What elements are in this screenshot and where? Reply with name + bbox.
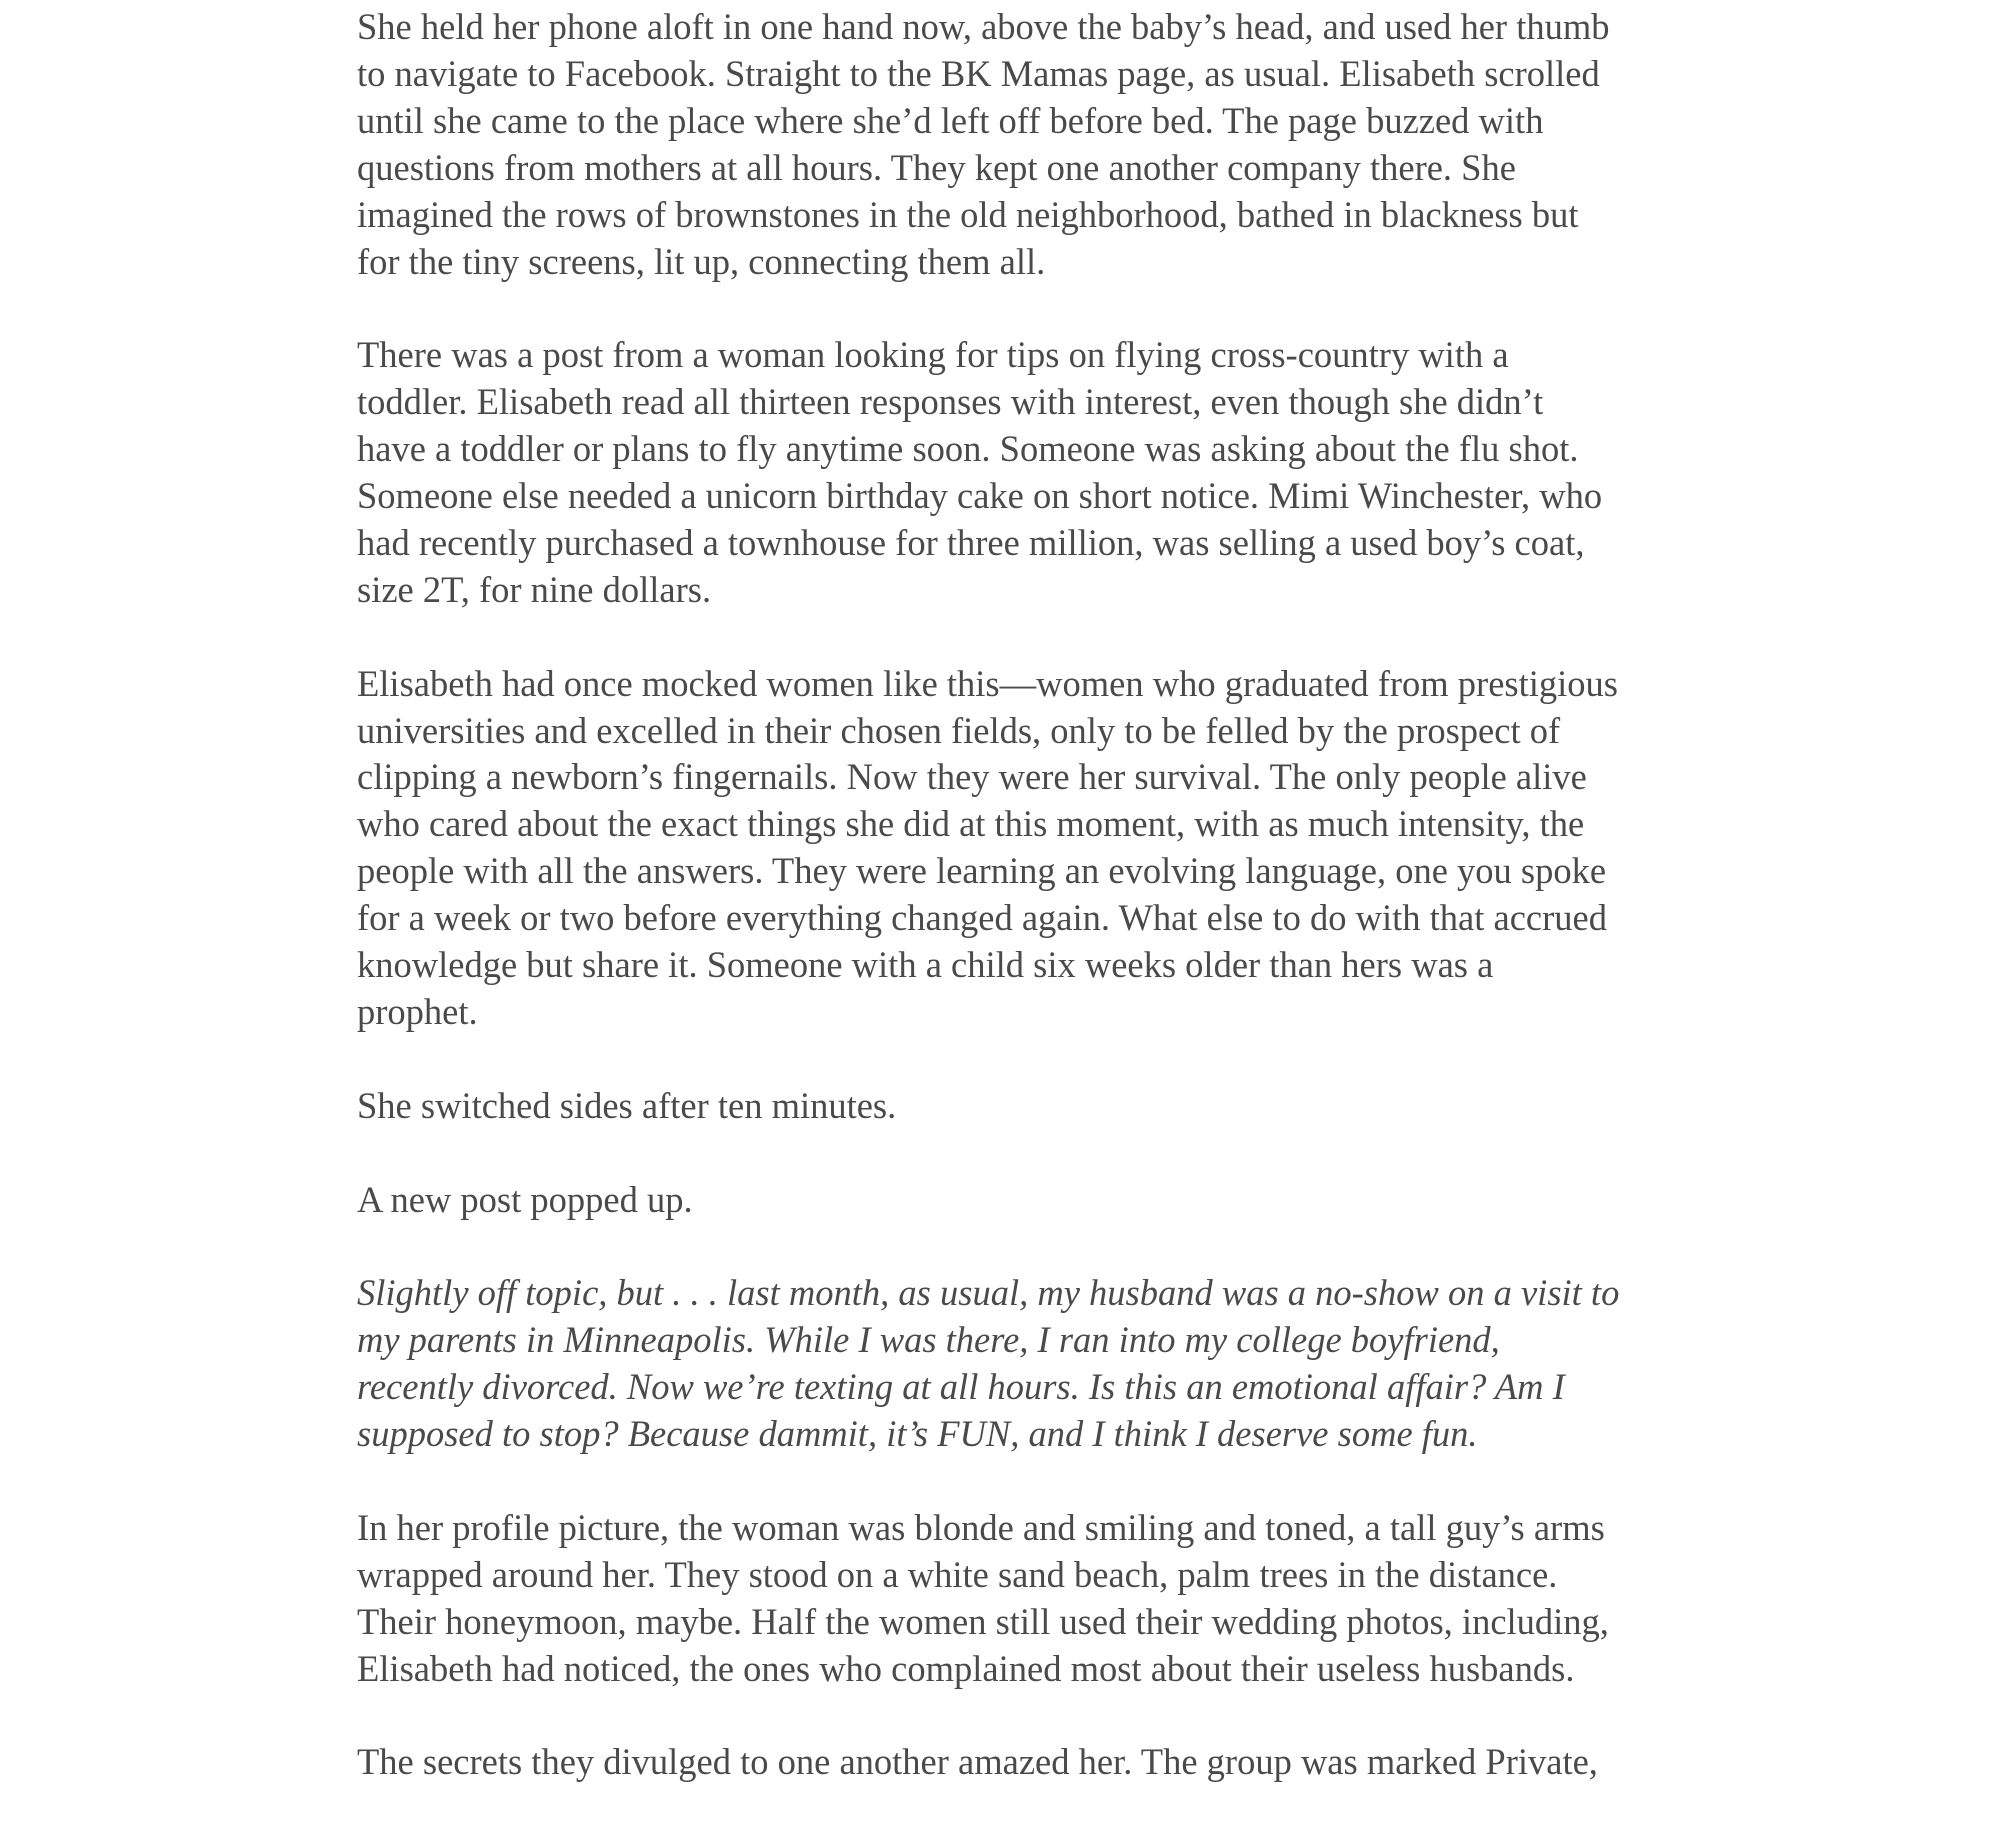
text-line: who cared about the exact things she did at this moment, with as much intensity, the: [357, 803, 1585, 845]
paragraph-4: [357, 1083, 1677, 1130]
text-line: clipping a newborn’s fingernails. Now they were her survival. The only people alive: [357, 756, 1587, 798]
document-page: [357, 0, 1677, 1833]
text-line: The secrets they divulged to one another amazed her. The group was marked Private,: [357, 1741, 1598, 1783]
text-line: Elisabeth had once mocked women like this—women who graduated from prestigious: [357, 662, 1618, 704]
paragraph-3: [357, 661, 1677, 1036]
text-line: imagined the rows of brownstones in the old neighborhood, bathed in blackness but: [357, 193, 1579, 235]
text-line: A new post popped up.: [357, 1178, 693, 1220]
text-line: toddler. Elisabeth read all thirteen responses with interest, even though she didn’t: [357, 381, 1544, 423]
paragraph-1: [357, 4, 1677, 285]
paragraph-5: [357, 1177, 1677, 1224]
text-line: Slightly off topic, but . . . last month, as usual, my husband was a no-show on a visit to: [357, 1272, 1620, 1314]
text-line: prophet.: [357, 991, 478, 1032]
text-line: Someone else needed a unicorn birthday cake on short notice. Mimi Winchester, who: [357, 475, 1603, 517]
text-line: knowledge but share it. Someone with a child six weeks older than hers was a: [357, 944, 1494, 986]
text-line: questions from mothers at all hours. They kept one another company there. She: [357, 146, 1516, 188]
text-line: had recently purchased a townhouse for three million, was selling a used boy’s coat,: [357, 521, 1585, 563]
text-line: supposed to stop? Because dammit, it’s FUN, and I think I deserve some fun.: [357, 1413, 1478, 1455]
text-line: There was a post from a woman looking for tips on flying cross-country with a: [357, 334, 1509, 376]
text-line: She switched sides after ten minutes.: [357, 1084, 897, 1126]
text-line: Their honeymoon, maybe. Half the women still used their wedding photos, including,: [357, 1600, 1609, 1642]
paragraph-7: [357, 1505, 1677, 1693]
text-line: Elisabeth had noticed, the ones who complained most about their useless husbands.: [357, 1647, 1575, 1689]
paragraph-2: [357, 332, 1677, 613]
paragraph-6-quoted-post: [357, 1270, 1677, 1458]
text-line: In her profile picture, the woman was blonde and smiling and toned, a tall guy’s arms: [357, 1506, 1605, 1548]
text-line: She held her phone aloft in one hand now, above the baby’s head, and used her thumb: [357, 6, 1610, 47]
text-line: to navigate to Facebook. Straight to the BK Mamas page, as usual. Elisabeth scrolled: [357, 52, 1600, 94]
text-line: wrapped around her. They stood on a white sand beach, palm trees in the distance.: [357, 1553, 1558, 1595]
text-line: people with all the answers. They were learning an evolving language, one you spoke: [357, 850, 1607, 892]
text-line: my parents in Minneapolis. While I was there, I ran into my college boyfriend,: [357, 1319, 1500, 1361]
paragraph-8: [357, 1739, 1677, 1786]
text-line: size 2T, for nine dollars.: [357, 568, 712, 610]
text-line: for a week or two before everything changed again. What else to do with that accrued: [357, 897, 1607, 939]
text-line: for the tiny screens, lit up, connecting them all.: [357, 240, 1046, 282]
text-line: recently divorced. Now we’re texting at all hours. Is this an emotional affair? Am I: [357, 1366, 1565, 1408]
text-line: universities and excelled in their chosen fields, only to be felled by the prospect of: [357, 709, 1561, 751]
text-line: have a toddler or plans to fly anytime soon. Someone was asking about the flu shot.: [357, 428, 1579, 470]
text-line: until she came to the place where she’d left off before bed. The page buzzed with: [357, 99, 1544, 141]
